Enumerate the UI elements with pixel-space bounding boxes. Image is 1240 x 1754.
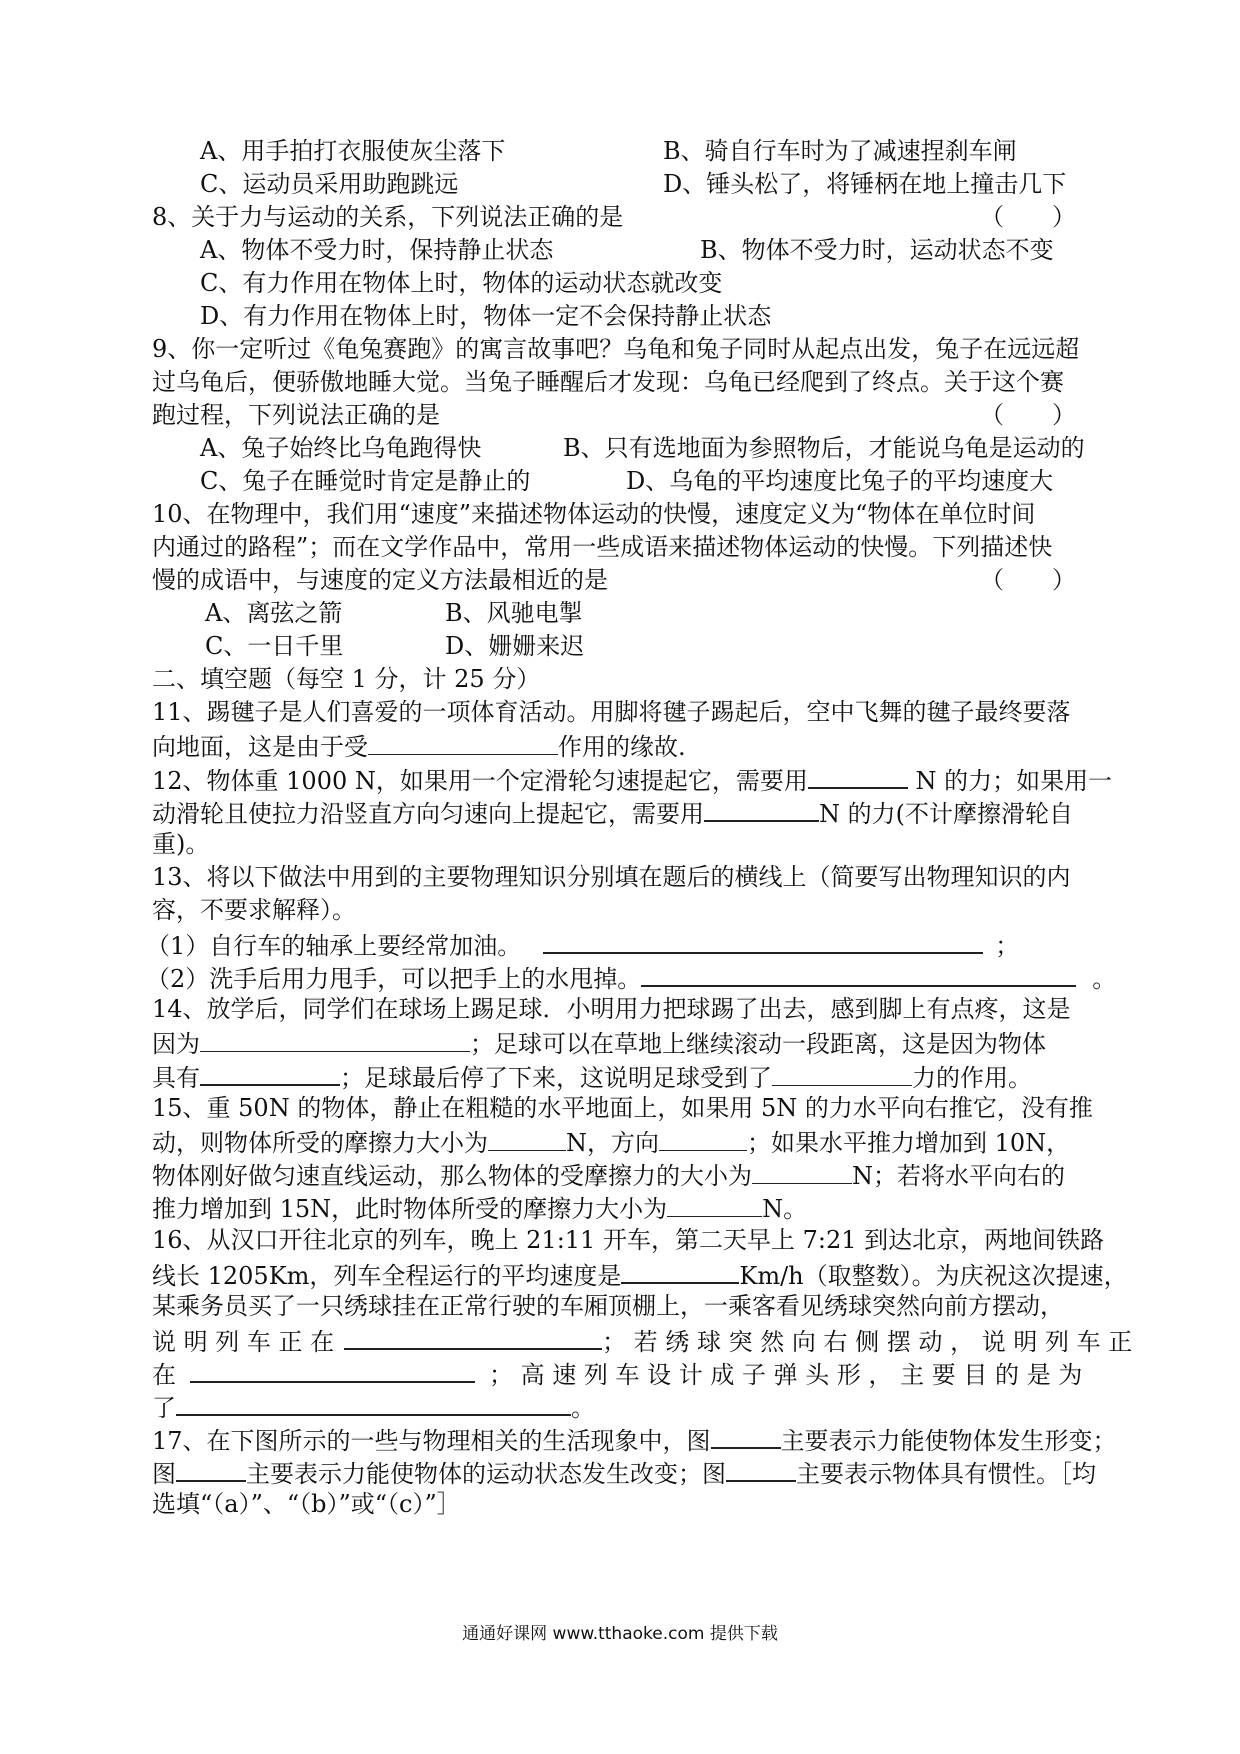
q17-text-c: 图 (152, 1460, 176, 1488)
q13-line-2: 容，不要求解释）。 (152, 896, 356, 924)
q16-line-2 (152, 1258, 1128, 1291)
q17-text-a: 17、在下图所示的一些与物理相关的生活现象中，图 (152, 1427, 711, 1455)
q11-blank[interactable] (368, 730, 558, 755)
q7-option-a: A、用手拍打衣服使灰尘落下 (200, 137, 506, 165)
q10-option-c: C、一日千里 (205, 632, 344, 660)
q16-blank-1[interactable] (621, 1258, 739, 1284)
q16-line-3: 某乘务员买了一只绣球挂在正常行驶的车厢顶棚上，一乘客看见绣球突然向前方摆动， (152, 1292, 1064, 1320)
q11-text-b: 作用的缘故. (558, 733, 686, 761)
q11-text-a: 向地面，这是由于受 (152, 733, 368, 761)
q15-text-c: ；如果水平推力增加到 10N， (747, 1129, 1071, 1157)
q16-blank-4[interactable] (176, 1390, 571, 1416)
q12-line-3: 重)。 (152, 830, 210, 858)
q17-line-1 (152, 1423, 1117, 1456)
q15-line-4 (152, 1192, 807, 1224)
q10-line-3: 慢的成语中，与速度的定义方法最相近的是 (152, 566, 608, 594)
q15-text-d: 物体刚好做匀速直线运动，那么物体的受摩擦力的大小为 (152, 1162, 752, 1190)
q9-option-d: D、乌龟的平均速度比兔子的平均速度大 (626, 467, 1054, 495)
q9-line-3: 跑过程，下列说法正确的是 (152, 401, 440, 429)
page-footer: 通通好课网 www.tthaoke.com 提供下载 (462, 1624, 778, 1644)
q16-line-5 (152, 1357, 1082, 1390)
q8-stem: 8、关于力与运动的关系，下列说法正确的是 (152, 203, 624, 231)
q16-blank-3[interactable] (190, 1357, 475, 1383)
q12-text-c: 动滑轮且使拉力沿竖直方向匀速向上提起它，需要用 (152, 800, 704, 828)
q15-blank-1[interactable] (488, 1126, 566, 1151)
q14-text-d: ；足球最后停了下来，这说明足球受到了 (340, 1064, 772, 1092)
q12-text-a: 12、物体重 1000 N，如果用一个定滑轮匀速提起它，需要用 (152, 767, 808, 795)
q8-option-c: C、有力作用在物体上时，物体的运动状态就改变 (200, 269, 723, 297)
q17-blank-2[interactable] (176, 1456, 246, 1482)
q14-blank-1[interactable] (200, 1027, 470, 1052)
q14-blank-2[interactable] (200, 1060, 340, 1086)
q7-option-b: B、骑自行车时为了减速捏刹车闸 (663, 137, 1017, 165)
q13-item-2 (146, 961, 1116, 994)
q15-blank-2[interactable] (659, 1126, 747, 1151)
q16-text-f: ； 高 速 列 车 设 计 成 子 弹 头 形 ， 主 要 目 的 是 为 (489, 1361, 1083, 1389)
q16-line-6 (152, 1390, 595, 1423)
q10-answer-paren: （ ） (980, 566, 1076, 594)
q10-option-d: D、姗姗来迟 (445, 632, 585, 660)
q8-option-d: D、有力作用在物体上时，物体一定不会保持静止状态 (200, 302, 772, 330)
q16-text-e: 在 (152, 1361, 176, 1389)
q15-text-a: 动，则物体所受的摩擦力大小为 (152, 1129, 488, 1157)
q9-option-b: B、只有选地面为参照物后，才能说乌龟是运动的 (563, 434, 1085, 462)
q13-item-1-text: （1）自行车的轴承上要经常加油。 (146, 932, 522, 960)
q12-line-1 (152, 763, 1112, 796)
q14-line-1: 14、放学后，同学们在球场上踢足球．小明用力把球踢了出去，感到脚上有点疼，这是 (152, 995, 1071, 1023)
q14-text-b: ；足球可以在草地上继续滚动一段距离，这是因为物体 (470, 1030, 1046, 1058)
q12-text-d: N 的力(不计摩擦滑轮自 (819, 800, 1073, 828)
q14-text-c: 具有 (152, 1064, 200, 1092)
q16-text-g: 了 (152, 1394, 176, 1422)
q16-line-1: 16、从汉口开往北京的列车，晚上 21:11 开车，第二天早上 7:21 到达北京，两地间铁路 (152, 1226, 1105, 1254)
q12-line-2 (152, 796, 1073, 829)
q13-item-2-end: 。 (1092, 965, 1117, 993)
q16-blank-2[interactable] (344, 1324, 602, 1350)
q10-line-1: 10、在物理中，我们用“速度”来描述物体运动的快慢，速度定义为“物体在单位时间 (152, 500, 1036, 528)
q17-blank-3[interactable] (726, 1456, 796, 1482)
q14-line-2 (152, 1027, 1046, 1059)
q10-option-a: A、离弦之箭 (205, 599, 343, 627)
q17-blank-1[interactable] (711, 1423, 781, 1449)
q15-line-2 (152, 1126, 1070, 1158)
q13-blank-1[interactable] (543, 928, 983, 954)
q17-line-3: 选填“（a）”、“（b）”或“（c）”］ (152, 1490, 461, 1518)
q14-blank-3[interactable] (772, 1061, 912, 1086)
q9-line-2: 过乌龟后，便骄傲地睡大觉。当兔子睡醒后才发现：乌龟已经爬到了终点。关于这个赛 (152, 368, 1064, 396)
q15-blank-4[interactable] (667, 1192, 762, 1217)
q12-text-b: N 的力；如果用一 (907, 767, 1113, 795)
q17-text-e: 主要表示物体具有惯性。［均 (796, 1460, 1096, 1488)
q16-text-a: 线长 1205Km，列车全程运行的平均速度是 (152, 1262, 622, 1290)
q11-line-2 (152, 730, 686, 762)
q8-option-b: B、物体不受力时，运动状态不变 (700, 236, 1054, 264)
q9-option-c: C、兔子在睡觉时肯定是静止的 (200, 467, 531, 495)
q11-line-1: 11、踢毽子是人们喜爱的一项体育活动。用脚将毽子踢起后，空中飞舞的毽子最终要落 (152, 698, 1071, 726)
q16-line-4 (152, 1324, 1132, 1357)
q15-blank-3[interactable] (752, 1159, 852, 1184)
q10-line-2: 内通过的路程”；而在文学作品中，常用一些成语来描述物体运动的快慢。下列描述快 (152, 533, 1053, 561)
q13-item-1 (146, 928, 1019, 961)
q7-option-c: C、运动员采用助跑跳远 (200, 170, 459, 198)
q10-option-b: B、风驰电掣 (445, 599, 583, 627)
q14-line-3 (152, 1060, 1032, 1093)
q12-blank-1[interactable] (808, 763, 908, 789)
q7-option-d: D、锤头松了，将锤柄在地上撞击几下 (663, 170, 1067, 198)
q14-text-a: 因为 (152, 1030, 200, 1058)
section-heading-fill-in: 二、填空题（每空 1 分，计 25 分） (152, 665, 541, 693)
q13-line-1: 13、将以下做法中用到的主要物理知识分别填在题后的横线上（简要写出物理知识的内 (152, 863, 1071, 891)
q15-line-3 (152, 1159, 1065, 1191)
q16-text-c: 说 明 列 车 正 在 (152, 1328, 335, 1356)
q16-text-d: ； 若 绣 球 突 然 向 右 侧 摆 动 ， 说 明 列 车 正 (602, 1328, 1133, 1356)
q17-line-2 (152, 1456, 1096, 1489)
q8-option-a: A、物体不受力时，保持静止状态 (200, 236, 554, 264)
q15-line-1: 15、重 50N 的物体，静止在粗糙的水平地面上，如果用 5N 的力水平向右推它，没有推 (152, 1094, 1093, 1122)
q15-text-e: N；若将水平向右的 (852, 1162, 1065, 1190)
q13-item-2-text: （2）洗手后用力甩手，可以把手上的水甩掉。 (146, 965, 642, 993)
q9-line-1: 9、你一定听过《龟兔赛跑》的寓言故事吧？乌龟和兔子同时从起点出发，兔子在远远超 (152, 335, 1080, 363)
q9-option-a: A、兔子始终比乌龟跑得快 (200, 434, 482, 462)
q13-item-1-end: ； (995, 932, 1020, 960)
q13-blank-2[interactable] (641, 961, 1076, 987)
q8-answer-paren: （ ） (980, 203, 1076, 231)
q15-text-b: N，方向 (566, 1129, 659, 1157)
q16-text-h: 。 (571, 1394, 595, 1422)
q15-text-g: N。 (762, 1195, 808, 1223)
q14-text-e: 力的作用。 (912, 1064, 1032, 1092)
q15-text-f: 推力增加到 15N，此时物体所受的摩擦力大小为 (152, 1195, 668, 1223)
q12-blank-2[interactable] (704, 796, 819, 822)
q17-text-d: 主要表示力能使物体的运动状态发生改变；图 (246, 1460, 726, 1488)
q17-text-b: 主要表示力能使物体发生形变； (780, 1427, 1117, 1455)
q16-text-b: Km/h（取整数）。为庆祝这次提速， (739, 1262, 1128, 1290)
q9-answer-paren: （ ） (980, 401, 1076, 429)
